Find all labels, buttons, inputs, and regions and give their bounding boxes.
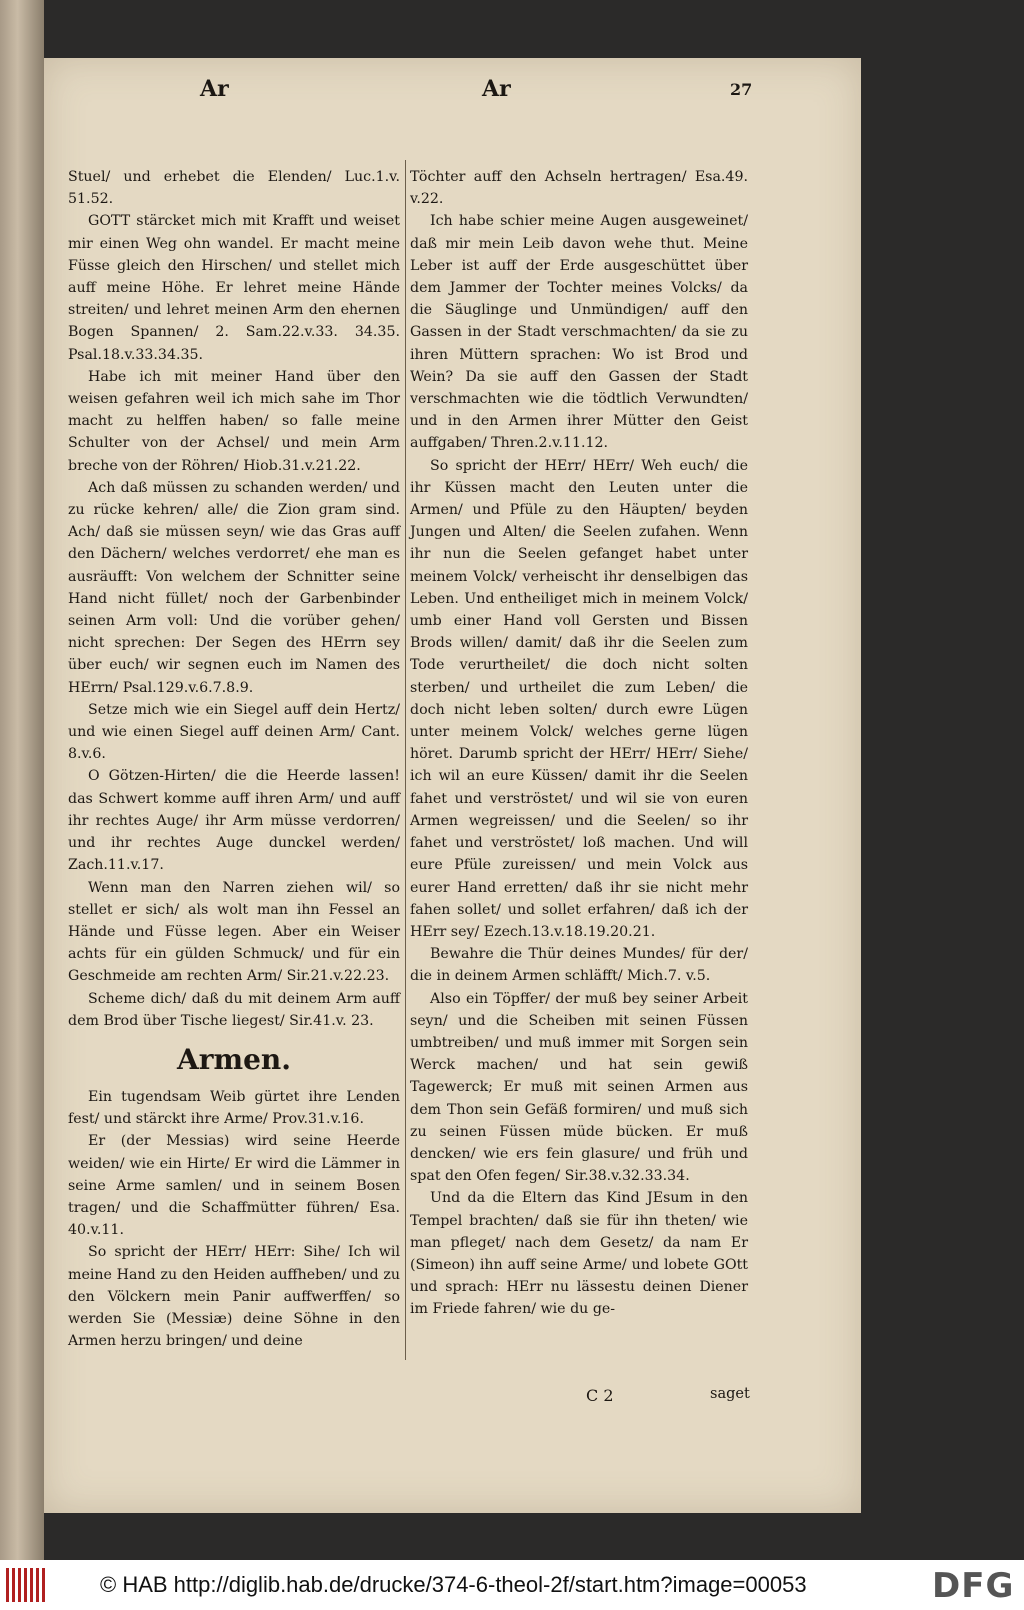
paragraph: Er (der Messias) wird seine Heerde weiden/ wie ein Hirte/ Er wird die Lämmer in seine Arme samlen/ und in seinem Bosen tragen/ und die Schaffmütter führen/ Esa. 40.v.11. [68, 1133, 400, 1239]
viewer-footer [0, 1560, 1024, 1610]
paragraph: Töchter auff den Achseln hertragen/ Esa.49. v.22. [410, 169, 748, 208]
paragraph: Setze mich wie ein Siegel auff dein Hertz/ und wie einen Siegel auff deinen Arm/ Cant. 8.v.6. [68, 701, 400, 763]
paragraph: So spricht der HErr/ HErr/ Weh euch/ die ihr Küssen macht den Leuten unter die Armen/ und Pfüle zu den Häupten/ beyden Jungen und Alten/ die Seelen zufahen. Wenn ihr nun die Seelen gefanget habet unter meinem Volck/ verheischt ihr denselbigen das Leben. Und entheiliget mich in meinem Volck/ umb einer Hand voll Gersten und Bissen Brods willen/ damit/ daß ihr die Seelen zum Tode verurtheilet/ die doch nicht solten sterben/ und urtheilet die zum Leben/ die doch nicht leben solten/ durch ewre Lügen unter meinem Volck/ welches gerne lügen höret. Darumb spricht der HErr/ HErr/ Siehe/ ich wil an eure Küssen/ damit ihr die Seelen fahet und verströstet/ und wil sie von euren Armen wegreissen/ und die Seelen/ so ihr fahet und verströstet/ loß machen. Und will eure Pfüle zureissen/ und mein Volck aus eurer Hand erretten/ daß ihr sie nicht mehr fahen sollet/ und sollet erfahren/ daß ich der HErr sey/ Ezech.13.v.18.19.20.21. [410, 457, 748, 940]
paragraph: Also ein Töpffer/ der muß bey seiner Arbeit seyn/ und die Scheiben mit seinen Füssen umbtreiben/ und muß immer mit Sorgen sein Werck machen/ und hat sein gewiß Tagewerck; Er muß mit seinen Armen aus dem Thon sein Gefäß formiren/ und muß sich zu seinen Füssen müde bücken. Er muß dencken/ wie ers fein glasure/ und früh und spat den Ofen fegen/ Sir.38.v.32.33.34. [410, 990, 748, 1185]
paragraph: Und da die Eltern das Kind JEsum in den Tempel brachten/ daß sie für ihn theten/ wie man pfleget/ nach dem Gesetz/ da nam Er (Simeon) ihn auff seine Arme/ und lobete GOtt und sprach: HErr nu lässestu deinen Diener im Friede fahren/ wie du ge- [410, 1190, 748, 1318]
page-number: 27 [730, 80, 753, 99]
hab-logo-icon [6, 1568, 46, 1602]
left-column [68, 166, 400, 1352]
paragraph: So spricht der HErr/ HErr: Sihe/ Ich wil meine Hand zu den Heiden auffheben/ und zu den Völckern mein Panir auffwerffen/ so werden Sie (Messiæ) deine Söhne in den Armen herzu bringen/ und deine [68, 1244, 400, 1350]
paragraph: Ein tugendsam Weib gürtet ihre Lenden fest/ und stärckt ihre Arme/ Prov.31.v.16. [68, 1088, 400, 1128]
signature-mark: C 2 [586, 1386, 614, 1405]
dfg-logo: DFG [932, 1566, 1015, 1606]
running-head-left: Ar [200, 76, 229, 102]
running-head-middle: Ar [482, 76, 511, 102]
paragraph: Habe ich mit meiner Hand über den weisen gefahren weil ich mich sahe im Thor macht zu helffen haben/ so falle meine Schulter von der Achsel/ und mein Arm breche von der Röhren/ Hiob.31.v.21.22. [68, 368, 400, 474]
paragraph: Ich habe schier meine Augen ausgeweinet/ daß mir mein Leib davon wehe thut. Meine Leber ist auff der Erde ausgeschüttet über dem Jammer der Tochter meines Volcks/ da die Säuglinge und Unmündigen/ auff den Gassen in der Stadt verschmachten/ da sie zu ihren Müttern sprachen: Wo ist Brod und Wein? Da sie auff den Gassen der Stadt verschmachten wie die tödtlich Verwundten/ und in den Armen ihrer Mütter den Geist auffgaben/ Thren.2.v.11.12. [410, 213, 748, 452]
paragraph: O Götzen-Hirten/ die die Heerde lassen! das Schwert komme auff ihren Arm/ und auff ihr rechtes Auge/ ihr Arm müsse verdorren/ und ihr rechtes Auge dunckel werden/ Zach.11.v.17. [68, 768, 400, 874]
column-divider [405, 160, 406, 1360]
right-column [410, 166, 748, 1321]
catchword: saget [710, 1386, 750, 1402]
adjacent-page-edge [0, 0, 44, 1560]
paragraph: Bewahre die Thür deines Mundes/ für der/ die in deinem Armen schläfft/ Mich.7. v.5. [410, 946, 748, 985]
paragraph: Ach daß müssen zu schanden werden/ und zu rücke kehren/ alle/ die Zion gram sind. Ach/ daß sie müssen seyn/ wie das Gras auff den Dächern/ welches verdorret/ ehe man es ausräufft: Von welchem der Schnitter seine Hand nicht füllet/ noch der Garbenbinder seinen Arm voll: Und die vorüber gehen/ nicht sprechen: Der Segen des HErrn sey über euch/ wir segnen euch im Namen des HErrn/ Psal.129.v.6.7.8.9. [68, 479, 400, 696]
paragraph: GOTT stärcket mich mit Krafft und weiset mir einen Weg ohn wandel. Er macht meine Füsse gleich den Hirschen/ und stellet mich auff meine Höhe. Er lehret meine Hände streiten/ und lehret meinen Arm den ehernen Bogen Spannen/ 2. Sam.22.v.33. 34.35. Psal.18.v.33.34.35. [68, 213, 400, 363]
paragraph: Scheme dich/ daß du mit deinem Arm auff dem Brod über Tische liegest/ Sir.41.v. 23. [68, 990, 400, 1029]
paragraph: Wenn man den Narren ziehen wil/ so stellet er sich/ als wolt man ihn Fessel an Hände und Füsse legen. Aber ein Weiser achts für ein gülden Schmuck/ und für ein Geschmeide am rechten Arm/ Sir.21.v.22.23. [68, 879, 400, 985]
section-heading: Armen. [176, 1042, 292, 1076]
paragraph: Stuel/ und erhebet die Elenden/ Luc.1.v. 51.52. [68, 169, 400, 208]
copyright-url[interactable]: © HAB http://diglib.hab.de/drucke/374-6-theol-2f/start.htm?image=00053 [100, 1572, 807, 1597]
